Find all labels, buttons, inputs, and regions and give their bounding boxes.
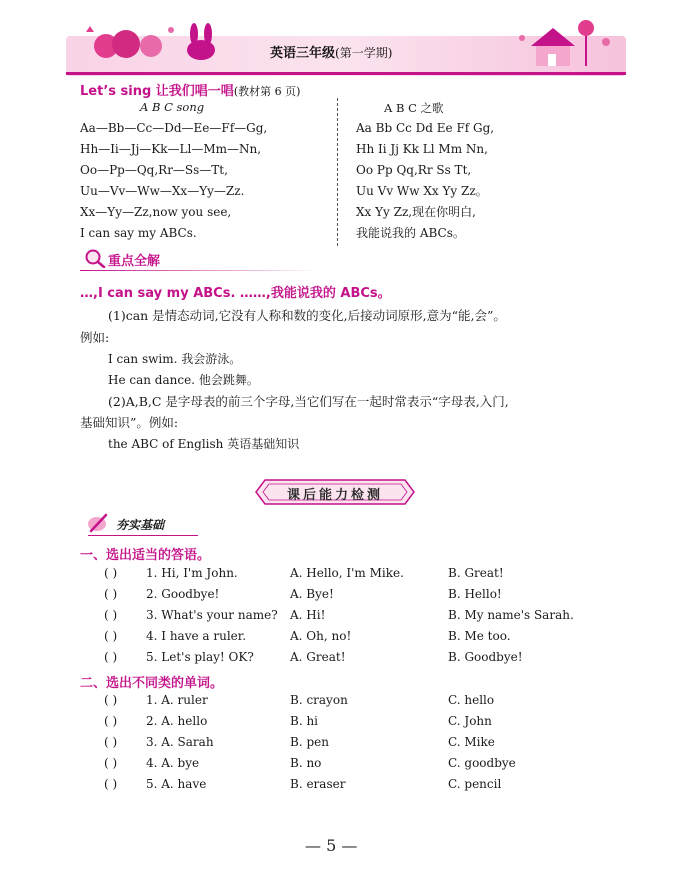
example-sentence: the ABC of English 英语基础知识	[108, 437, 300, 451]
option-b: B. My name's Sarah.	[448, 608, 574, 622]
option-c: C. pencil	[448, 777, 502, 791]
option-a: A. Hello, I'm Mike.	[290, 566, 404, 580]
lyric-line: Aa—Bb—Cc—Dd—Ee—Ff—Gg,	[80, 121, 268, 135]
option-a: A. Great!	[290, 650, 346, 664]
lyric-line: Uu Vv Ww Xx Yy Zz。	[356, 184, 488, 198]
section1-title: 一、选出适当的答语。	[80, 548, 211, 563]
option-b: B. Great!	[448, 566, 504, 580]
option-b: B. crayon	[290, 693, 348, 707]
lyric-line: Oo Pp Qq,Rr Ss Tt,	[356, 163, 472, 177]
header-title	[270, 42, 392, 61]
option-b: B. hi	[290, 714, 319, 728]
section2-title: 二、选出不同类的单词。	[80, 676, 224, 691]
lyric-line: Uu—Vv—Ww—Xx—Yy—Zz.	[80, 184, 245, 198]
lyric-line: Oo—Pp—Qq,Rr—Ss—Tt,	[80, 163, 228, 177]
abc-explanation: (2)A,B,C 是字母表的前三个字母,当它们写在一起时常表示“字母表,入门,	[108, 394, 509, 409]
option-a: A. Bye!	[290, 587, 334, 601]
option-b: B. Hello!	[448, 587, 502, 601]
answer-blank[interactable]: ( )	[104, 693, 118, 707]
question-text: 1. Hi, I'm John.	[146, 566, 238, 580]
option-c: C. John	[448, 714, 492, 728]
option-b: B. Me too.	[448, 629, 511, 643]
option-a: A. Hi!	[290, 608, 326, 622]
page-number: — 5 —	[305, 836, 358, 855]
textbook-page-note: (教材第 6 页)	[233, 85, 301, 98]
example-label: 例如:	[80, 330, 110, 345]
bunny-decoration-icon	[86, 23, 215, 60]
song-divider	[337, 98, 338, 246]
answer-blank[interactable]: ( )	[104, 566, 118, 580]
song-lyrics-en	[80, 118, 267, 244]
answer-blank[interactable]: ( )	[104, 608, 118, 622]
option-b: B. no	[290, 756, 322, 770]
example-sentence: I can swim. 我会游泳。	[108, 352, 242, 366]
option-a: A. Oh, no!	[290, 629, 352, 643]
question-text: 3. What's your name?	[146, 608, 278, 622]
answer-blank[interactable]: ( )	[104, 650, 118, 664]
lyric-line: 我能说我的 ABCs。	[356, 226, 465, 240]
book-term: (第一学期)	[335, 46, 393, 60]
lyric-line: Aa Bb Cc Dd Ee Ff Gg,	[356, 121, 495, 135]
lets-sing-heading: Let’s sing 让我们唱一唱(教材第 6 页)	[80, 84, 301, 99]
option-c: C. Mike	[448, 735, 495, 749]
example-label: 基础知识”。例如:	[80, 415, 179, 430]
basic-label-underline	[88, 535, 198, 536]
question-text: 4. A. bye	[146, 756, 200, 770]
answer-blank[interactable]: ( )	[104, 629, 118, 643]
question-text: 2. Goodbye!	[146, 587, 220, 601]
magnifier-icon	[84, 248, 106, 268]
question-text: 1. A. ruler	[146, 693, 208, 707]
song-lyrics-cn	[356, 118, 494, 244]
lyric-line: Xx Yy Zz,现在你明白,	[356, 205, 476, 219]
answer-blank[interactable]: ( )	[104, 756, 118, 770]
song-title-en: A B C song	[140, 100, 205, 114]
answer-blank[interactable]: ( )	[104, 735, 118, 749]
question-text: 3. A. Sarah	[146, 735, 214, 749]
pencil-badge-icon	[86, 512, 110, 534]
song-title-cn: A B C 之歌	[384, 101, 444, 115]
question-text: 4. I have a ruler.	[146, 629, 247, 643]
question-text: 2. A. hello	[146, 714, 208, 728]
question-text: 5. Let's play! OK?	[146, 650, 254, 664]
book-title: 英语三年级	[270, 46, 336, 61]
option-b: B. Goodbye!	[448, 650, 523, 664]
lyric-line: Hh—Ii—Jj—Kk—Ll—Mm—Nn,	[80, 142, 262, 156]
lyric-line: Hh Ii Jj Kk Ll Mm Nn,	[356, 142, 488, 156]
can-explanation: (1)can 是情态动词,它没有人称和数的变化,后接动词原形,意为“能,会”。	[108, 308, 506, 323]
lyric-line: I can say my ABCs.	[80, 226, 197, 240]
option-b: B. eraser	[290, 777, 346, 791]
heading-underline	[80, 270, 320, 271]
option-c: C. hello	[448, 693, 495, 707]
basic-label: 夯实基础	[116, 518, 165, 532]
option-b: B. pen	[290, 735, 329, 749]
option-c: C. goodbye	[448, 756, 516, 770]
answer-blank[interactable]: ( )	[104, 714, 118, 728]
lyric-line: Xx—Yy—Zz,now you see,	[80, 205, 232, 219]
key-points-heading: 重点全解	[108, 254, 161, 269]
check-banner-title: 课后能力检测	[286, 488, 383, 503]
answer-blank[interactable]: ( )	[104, 587, 118, 601]
example-sentence: He can dance. 他会跳舞。	[108, 373, 259, 387]
answer-blank[interactable]: ( )	[104, 777, 118, 791]
key-sentence: …,I can say my ABCs. ……,我能说我的 ABCs。	[80, 286, 391, 301]
question-text: 5. A. have	[146, 777, 207, 791]
